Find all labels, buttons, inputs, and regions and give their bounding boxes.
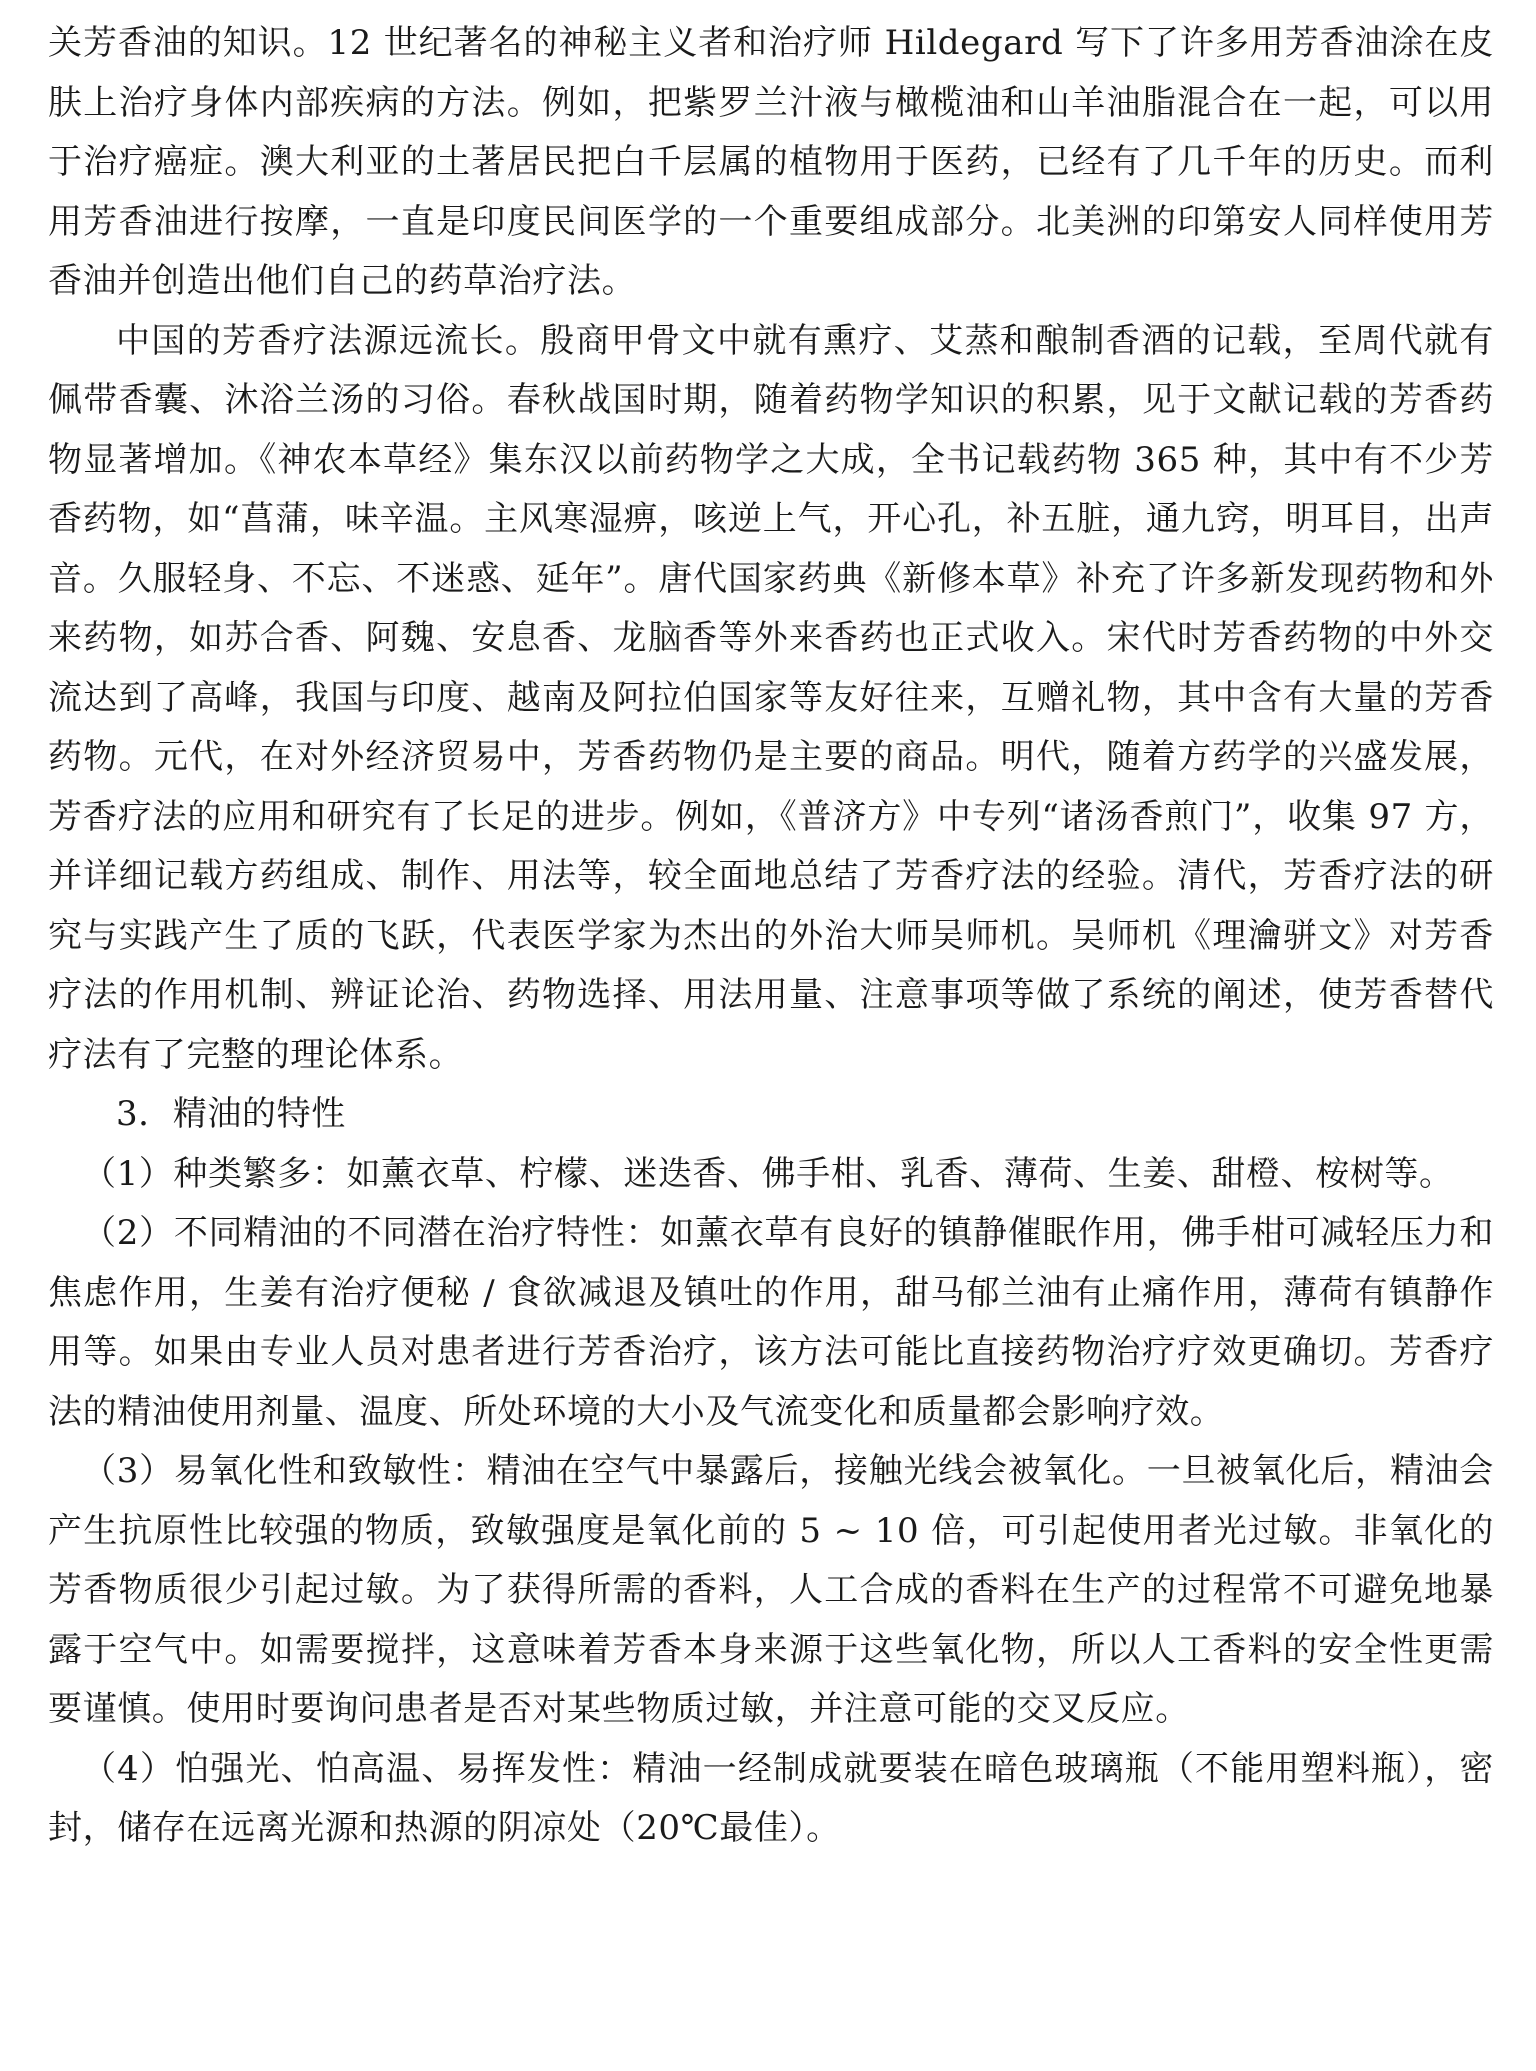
paragraph-continuation: 关芳香油的知识。12 世纪著名的神秘主义者和治疗师 Hildegard 写下了许多用芳香油涂在皮肤上治疗身体内部疾病的方法。例如，把紫罗兰汁液与橄榄油和山羊油脂混合在一起，可以用于治疗癌症。澳大利亚的土著居民把白千层属的植物用于医药，已经有了几千年的历史。而利用芳香油进行按摩，一直是印度民间医学的一个重要组成部分。北美洲的印第安人同样使用芳香油并创造出他们自己的药草治疗法。 — [48, 23, 1494, 301]
section-heading: 3．精油的特性 — [116, 1094, 346, 1134]
list-item-4: （4）怕强光、怕高温、易挥发性：精油一经制成就要装在暗色玻璃瓶（不能用塑料瓶），密封，储存在远离光源和热源的阴凉处（20℃最佳）。 — [48, 1748, 1494, 1848]
list-item-1: （1）种类繁多：如薰衣草、柠檬、迷迭香、佛手柑、乳香、薄荷、生姜、甜橙、桉树等。 — [82, 1153, 1454, 1194]
list-item-2: （2）不同精油的不同潜在治疗特性：如薰衣草有良好的镇静催眠作用，佛手柑可减轻压力和焦虑作用，生姜有治疗便秘 / 食欲减退及镇吐的作用，甜马郁兰油有止痛作用，薄荷有镇静作用等。如果由专业人员对患者进行芳香治疗，该方法可能比直接药物治疗疗效更确切。芳香疗法的精油使用剂量、温度、所处环境的大小及气流变化和质量都会影响疗效。 — [48, 1213, 1494, 1432]
list-item-3: （3）易氧化性和致敏性：精油在空气中暴露后，接触光线会被氧化。一旦被氧化后，精油会产生抗原性比较强的物质，致敏强度是氧化前的 5 ~ 10 倍，可引起使用者光过敏。非氧化的芳香物质很少引起过敏。为了获得所需的香料，人工合成的香料在生产的过程常不可避免地暴露于空气中。如需要搅拌，这意味着芳香本身来源于这些氧化物，所以人工香料的安全性更需要谨慎。使用时要询问患者是否对某些物质过敏，并注意可能的交叉反应。 — [48, 1451, 1494, 1729]
paragraph-china-history: 中国的芳香疗法源远流长。殷商甲骨文中就有熏疗、艾蒸和酿制香酒的记载，至周代就有佩带香囊、沐浴兰汤的习俗。春秋战国时期，随着药物学知识的积累，见于文献记载的芳香药物显著增加。《神农本草经》集东汉以前药物学之大成，全书记载药物 365 种，其中有不少芳香药物，如“菖蒲，味辛温。主风寒湿痹，咳逆上气，开心孔，补五脏，通九窍，明耳目，出声音。久服轻身、不忘、不迷惑、延年”。唐代国家药典《新修本草》补充了许多新发现药物和外来药物，如苏合香、阿魏、安息香、龙脑香等外来香药也正式收入。宋代时芳香药物的中外交流达到了高峰，我国与印度、越南及阿拉伯国家等友好往来，互赠礼物，其中含有大量的芳香药物。元代，在对外经济贸易中，芳香药物仍是主要的商品。明代，随着方药学的兴盛发展，芳香疗法的应用和研究有了长足的进步。例如，《普济方》中专列“诸汤香煎门”，收集 97 方，并详细记载方药组成、制作、用法等，较全面地总结了芳香疗法的经验。清代，芳香疗法的研究与实践产生了质的飞跃，代表医学家为杰出的外治大师吴师机。吴师机《理瀹骈文》对芳香疗法的作用机制、辨证论治、药物选择、用法用量、注意事项等做了系统的阐述，使芳香替代疗法有了完整的理论体系。 — [48, 320, 1494, 1075]
document-page — [48, 14, 1494, 1859]
